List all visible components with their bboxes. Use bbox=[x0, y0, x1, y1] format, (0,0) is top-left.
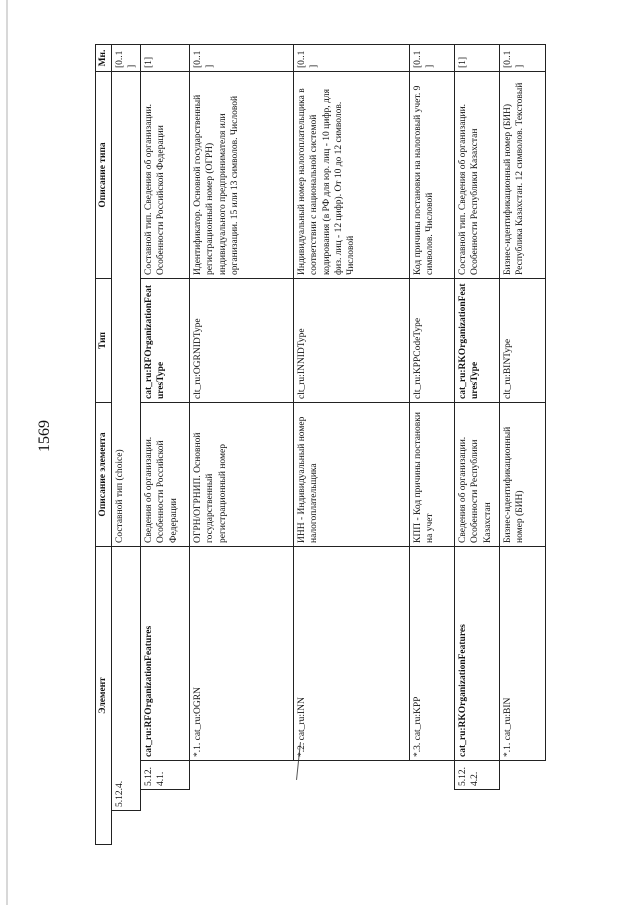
element-name bbox=[190, 546, 294, 760]
multiplicity: [0..1] bbox=[500, 44, 546, 71]
row-number: *.2. bbox=[297, 742, 308, 757]
type-name: clt_ru:BINType bbox=[500, 278, 546, 402]
indent-cell bbox=[410, 790, 455, 811]
element-description: Составной тип (choice) bbox=[112, 71, 141, 546]
header-row bbox=[96, 44, 112, 844]
indent-cell bbox=[190, 790, 294, 811]
row-number: *.3. bbox=[413, 742, 424, 757]
header-element: Элемент bbox=[96, 546, 112, 844]
element-name-text: cat_ru:KPP bbox=[413, 696, 424, 741]
indent-cell bbox=[294, 790, 410, 811]
element-description: ОГРН/ОГРНИП. Основной государственный регистрационный номер bbox=[190, 402, 294, 546]
multiplicity: [1] bbox=[455, 44, 500, 71]
element-description: ИНН - Индивидуальный номер налогоплательщика bbox=[294, 402, 410, 546]
element-name-text: cat_ru:INN bbox=[297, 697, 308, 741]
element-name: cat_ru:RFOrganizationFeatures bbox=[141, 546, 190, 760]
element-description: КПП - Код причины постановки на учет bbox=[410, 402, 455, 546]
element-description: Сведения об организации. Особенности Республики Казахстан bbox=[455, 402, 500, 546]
table-row bbox=[294, 44, 410, 844]
row-number: 5.12.4. bbox=[112, 546, 141, 810]
indent-cell bbox=[410, 811, 455, 845]
header-type-desc: Описание типа bbox=[96, 71, 112, 278]
type-description: Составной тип. Сведения об организации. Особенности Республики Казахстан bbox=[455, 71, 500, 278]
table-row bbox=[410, 44, 455, 844]
type-name: cat_ru:RFOrganizationFeaturesType bbox=[141, 278, 190, 402]
type-description: Идентификатор. Основной государственный регистрационный номер (ОГРН) индивидуального предпринимателя или организации. 15 или 13 символов. Числовой bbox=[190, 71, 294, 278]
scan-edge bbox=[6, 0, 8, 905]
row-number: 5.12.4.2. bbox=[455, 761, 500, 790]
row-number: *.1. bbox=[193, 742, 204, 757]
type-description: Индивидуальный номер налогоплательщика в соответствии с национальной системой кодирования (в РФ для юр. лиц - 10 цифр, для физ. лиц - 12 цифр). От 10 до 12 символов. Числовой bbox=[294, 71, 410, 278]
element-name-text: cat_ru:OGRN bbox=[193, 687, 204, 741]
indent-cell bbox=[455, 811, 500, 845]
indent-cell bbox=[190, 811, 294, 845]
type-name: clt_ru:OGRNIDType bbox=[190, 278, 294, 402]
indent-cell bbox=[190, 761, 294, 790]
multiplicity: [1] bbox=[141, 44, 190, 71]
row-number: *.1. bbox=[503, 742, 514, 757]
table-row bbox=[112, 44, 141, 844]
indent-cell bbox=[141, 811, 190, 845]
rotated-table-container bbox=[95, 45, 535, 845]
multiplicity: [0..1] bbox=[112, 44, 141, 71]
schema-table bbox=[95, 44, 546, 845]
indent-cell bbox=[500, 790, 546, 811]
table-row bbox=[190, 44, 294, 844]
element-description: Сведения об организации. Особенности Российской Федерации bbox=[141, 402, 190, 546]
element-description: Бизнес-идентификационный номер (БИН) bbox=[500, 402, 546, 546]
multiplicity: [0..1] bbox=[410, 44, 455, 71]
element-name bbox=[410, 546, 455, 760]
header-element-desc: Описание элемента bbox=[96, 402, 112, 546]
table-row bbox=[141, 44, 190, 844]
type-description: Бизнес-идентификационный номер (БИН) Республика Казахстан. 12 символов. Текстовый bbox=[500, 71, 546, 278]
type-description: Составной тип. Сведения об организации. Особенности Российской Федерации bbox=[141, 71, 190, 278]
indent-cell bbox=[500, 761, 546, 790]
page-number: 1569 bbox=[36, 420, 53, 452]
indent-cell bbox=[141, 790, 190, 811]
header-mult: Мн. bbox=[96, 44, 112, 71]
indent-cell bbox=[294, 761, 410, 790]
indent-cell bbox=[455, 790, 500, 811]
element-name-text: cat_ru:BIN bbox=[503, 697, 514, 741]
element-name bbox=[294, 546, 410, 760]
type-name: cat_ru:RKOrganizationFeaturesType bbox=[455, 278, 500, 402]
type-description: Код причины постановки на налоговый учет. 9 символов. Числовой bbox=[410, 71, 455, 278]
type-name: clt_ru:KPPCodeType bbox=[410, 278, 455, 402]
type-name: clt_ru:INNIDType bbox=[294, 278, 410, 402]
table-row bbox=[455, 44, 500, 844]
element-name: cat_ru:RKOrganizationFeatures bbox=[455, 546, 500, 760]
indent-cell bbox=[500, 811, 546, 845]
element-name bbox=[500, 546, 546, 760]
indent-cell bbox=[294, 811, 410, 845]
indent-cell bbox=[112, 811, 141, 845]
header-type: Тип bbox=[96, 278, 112, 402]
indent-cell bbox=[410, 761, 455, 790]
table-row bbox=[500, 44, 546, 844]
multiplicity: [0..1] bbox=[294, 44, 410, 71]
row-number: 5.12.4.1. bbox=[141, 761, 190, 790]
multiplicity: [0..1] bbox=[190, 44, 294, 71]
